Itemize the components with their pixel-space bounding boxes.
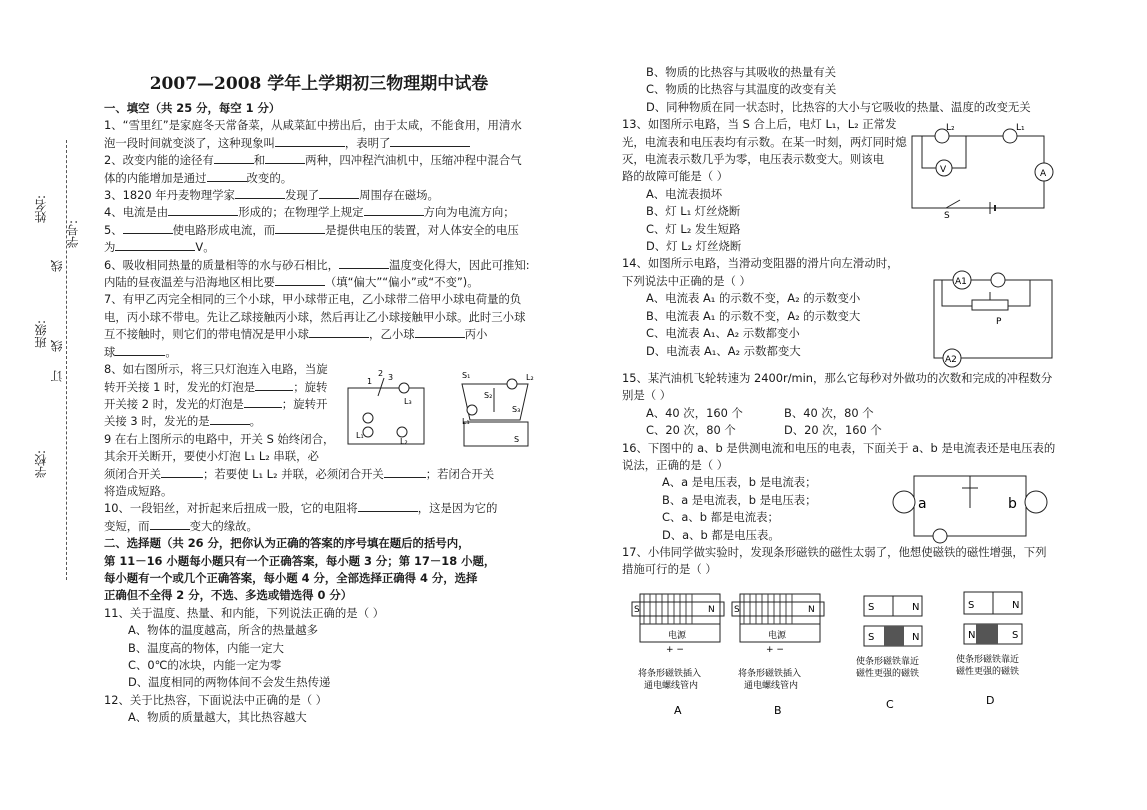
- pole-label: N: [968, 630, 976, 641]
- option-a[interactable]: A、电流表 A₁ 的示数不变，A₂ 的示数变小: [646, 291, 861, 306]
- answer-blank[interactable]: [115, 344, 165, 356]
- question-line: 泡一段时间就变淡了，这种现象叫 ，表明了: [104, 135, 534, 152]
- option-a[interactable]: A、40 次，160 个: [646, 405, 743, 420]
- pole-n: N: [708, 605, 715, 615]
- question-stem: 路的故障可能是（ ）: [622, 169, 729, 184]
- option-row: [622, 405, 1060, 422]
- fig-label: L₂: [946, 123, 955, 133]
- section-heading: 二、选择题（共 26 分，把你认为正确的答案的序号填在题后的括号内，: [104, 536, 470, 551]
- pole-label: N: [912, 632, 920, 643]
- circuit-figure-q16: [892, 468, 1048, 546]
- question-line: 5、 使电路形成电流，而 是提供电压的装置，对人体安全的电压: [104, 222, 519, 237]
- fig-label: A: [1040, 169, 1047, 179]
- caption: 通电螺线管内: [644, 681, 699, 691]
- question-line: 8、如右图所示，将三只灯泡连入电路，当旋: [104, 362, 328, 377]
- question-stem: 15、某汽油机飞轮转速为 2400r/min，那么它每秒对外做功的次数和完成的冲程数分: [622, 370, 1053, 385]
- option-c[interactable]: C、电流表 A₁、A₂ 示数都变小: [646, 326, 800, 341]
- question-line: 为 V。: [104, 240, 215, 255]
- question-stem: 11、关于温度、热量、和内能，下列说法正确的是（ ）: [104, 605, 385, 620]
- magnet-figures-q17: [630, 584, 1050, 724]
- fig-label: 2: [378, 369, 384, 378]
- number-label: 学号:: [66, 220, 80, 249]
- question-line: 2、改变内能的途径有 和 两种，四冲程汽油机中，压缩冲程中混合气: [104, 153, 522, 168]
- panel-b: [732, 594, 824, 717]
- option-d[interactable]: D、电流表 A₁、A₂ 示数都变大: [646, 343, 801, 358]
- option-b[interactable]: B、物质的比热容与其吸收的热量有关: [646, 65, 837, 79]
- question-line: 4、电流是由 形成的；在物理学上规定 方向为电流方向；: [104, 205, 515, 220]
- circuit-figure-q8: [342, 366, 432, 448]
- answer-blank[interactable]: [214, 152, 254, 164]
- panel-letter: C: [886, 698, 894, 711]
- answer-blank[interactable]: [275, 274, 325, 286]
- option-d[interactable]: D、同种物质在同一状态时，比热容的大小与它吸收的热量、温度的改变无关: [646, 99, 1031, 114]
- fig-label: L₁: [462, 417, 470, 426]
- question-line: 3、1820 年丹麦物理学家 发现了 周围存在磁场。: [104, 188, 439, 203]
- option-c[interactable]: C、20 次，80 个: [646, 423, 736, 438]
- option-c[interactable]: C、物质的比热容与其温度的改变有关: [646, 82, 837, 97]
- fig-label: L₁: [356, 431, 364, 440]
- option-d[interactable]: D、灯 L₂ 灯丝烧断: [646, 239, 742, 254]
- fig-label: L₃: [404, 397, 412, 406]
- answer-blank[interactable]: [319, 187, 359, 199]
- answer-blank[interactable]: [265, 152, 305, 164]
- circuit-figure-q9: [450, 366, 542, 452]
- caption: 磁性更强的磁铁: [856, 669, 920, 679]
- answer-blank[interactable]: [358, 500, 418, 512]
- section-heading: 第 11－16 小题每小题只有一个正确答案，每小题 3 分；第 17－18 小题，: [104, 553, 496, 568]
- question-stem: 措施可行的是（ ）: [622, 562, 717, 577]
- question-line: 7、有甲乙丙完全相同的三个小球，甲小球带正电，乙小球带二倍甲小球电荷量的负: [104, 292, 522, 307]
- pole-label: N: [1012, 600, 1020, 611]
- fig-label: S₂: [484, 391, 493, 400]
- polarity: + −: [666, 645, 684, 655]
- pole-label: S: [868, 602, 875, 613]
- exam-title: 2007—2008 学年上学期初三物理期中试卷: [149, 74, 489, 94]
- margin-mark: 线: [50, 340, 64, 352]
- answer-blank[interactable]: [415, 326, 465, 338]
- question-stem: 16、下图中的 a、b 是供测电流和电压的电表，下面关于 a、b 是电流表还是电压表的: [622, 440, 1056, 455]
- option-c[interactable]: C、a、b 都是电流表；: [662, 510, 779, 525]
- power-label: 电源: [768, 631, 787, 641]
- fig-label: L₂: [526, 373, 534, 382]
- question-line: 开关接 2 时，发光的灯泡是 ；旋转开: [104, 396, 328, 411]
- fig-label: L₁: [1016, 123, 1025, 133]
- option-a[interactable]: A、物质的质量越大，其比热容越大: [128, 710, 307, 725]
- caption: 将条形磁铁插入: [738, 669, 802, 679]
- circuit-wire: [934, 280, 1052, 358]
- pole-label: S: [968, 600, 975, 611]
- binding-margin: [30, 150, 90, 570]
- polarity: + −: [766, 645, 784, 655]
- answer-blank[interactable]: [207, 170, 247, 182]
- option-b[interactable]: B、电流表 A₁ 的示数不变，A₂ 的示数变大: [646, 308, 861, 323]
- question-line: 将造成短路。: [104, 483, 173, 498]
- answer-blank[interactable]: [275, 222, 325, 234]
- option-a[interactable]: A、物体的温度越高，所含的热量越多: [128, 623, 319, 638]
- option-c[interactable]: C、灯 L₂ 发生短路: [646, 221, 741, 236]
- panel-letter: A: [674, 704, 682, 717]
- question-line: 转开关接 1 时，发光的灯泡是 ；旋转: [104, 379, 328, 394]
- question-stem: 14、如图所示电路，当滑动变阻器的滑片向左滑动时，: [622, 256, 899, 271]
- question-line: 10、一段铝丝，对折起来后扭成一股，它的电阻将 ，这是因为它的: [104, 501, 498, 516]
- meter-icon: [893, 491, 915, 513]
- lamp-icon: [991, 273, 1005, 287]
- binding-line: [66, 140, 67, 580]
- name-label: 姓名:: [34, 195, 48, 224]
- answer-blank[interactable]: [364, 204, 424, 216]
- option-b[interactable]: B、40 次，80 个: [784, 405, 874, 420]
- school-label: 学校:: [34, 450, 48, 479]
- option-d[interactable]: D、温度相同的两物体间不会发生热传递: [128, 675, 331, 690]
- question-line: 其余开关断开，要使小灯泡 L₁ L₂ 串联，必: [104, 449, 319, 464]
- magnet-shading: [884, 626, 904, 646]
- answer-blank[interactable]: [210, 413, 250, 425]
- rheostat-icon: [972, 300, 1008, 310]
- option-row: [622, 422, 1060, 439]
- power-label: 电源: [668, 631, 687, 641]
- question-line: 6、吸收相同热量的质量相等的水与砂石相比， 温度变化得大，因此可推知:: [104, 257, 530, 272]
- question-line: 体的内能增加是通过 改变的。: [104, 170, 293, 185]
- margin-mark: 线: [50, 260, 64, 272]
- fig-label: b: [1008, 496, 1017, 512]
- lamp-icon: [507, 379, 517, 389]
- fig-label: S: [944, 211, 950, 221]
- answer-blank[interactable]: [390, 135, 470, 147]
- section-heading: 一、填空（共 25 分，每空 1 分）: [104, 101, 281, 115]
- answer-blank[interactable]: [150, 518, 190, 530]
- caption: 使条形磁铁靠近: [956, 655, 1020, 665]
- answer-blank[interactable]: [309, 326, 369, 338]
- question-stem: 13、如图所示电路，当 S 合上后，电灯 L₁，L₂ 正常发: [622, 117, 897, 132]
- lamp-icon: [363, 427, 373, 437]
- circuit-figure-q13: [906, 118, 1058, 221]
- question-line: 须闭合开关 ；若要使 L₁ L₂ 并联，必须闭合开关 ；若闭合开关: [104, 466, 495, 481]
- answer-blank[interactable]: [168, 204, 238, 216]
- fig-label: S₃: [512, 405, 521, 414]
- pole-label: N: [912, 602, 920, 613]
- question-line: 关接 3 时，发光的是 。: [104, 414, 262, 429]
- answer-blank[interactable]: [235, 187, 285, 199]
- margin-mark: 订: [50, 370, 64, 382]
- option-d[interactable]: D、20 次，160 个: [784, 423, 882, 438]
- question-stem: 别是（ ）: [622, 388, 672, 403]
- question-line: 1、“雪里红”是家庭冬天常备菜，从咸菜缸中捞出后，由于太咸，不能食用，用清水: [104, 118, 522, 133]
- answer-blank[interactable]: [115, 239, 195, 251]
- answer-blank[interactable]: [255, 379, 293, 391]
- question-line: 9 在右上图所示的电路中，开关 S 始终闭合，: [104, 431, 335, 446]
- circuit-figure-q14: [912, 266, 1058, 366]
- question-8: [104, 361, 344, 465]
- option-c[interactable]: C、0℃的冰块，内能一定为零: [128, 658, 282, 672]
- meter-icon: [1025, 491, 1047, 513]
- answer-blank[interactable]: [384, 466, 426, 478]
- fig-label: A2: [945, 355, 957, 365]
- fig-label: S: [514, 435, 520, 444]
- question-stem: 灭，电流表示数几乎为零，电压表示数变大。则该电: [622, 152, 884, 167]
- fig-label: L₂: [400, 437, 408, 446]
- option-b[interactable]: B、灯 L₁ 灯丝烧断: [646, 204, 741, 219]
- caption: 使条形磁铁靠近: [856, 657, 920, 667]
- lamp-icon: [467, 405, 477, 415]
- panel-d: [956, 592, 1022, 707]
- option-b[interactable]: B、温度高的物体，内能一定大: [128, 640, 284, 655]
- class-label: 班级:: [34, 320, 48, 349]
- lamp-icon: [397, 427, 407, 437]
- switch-arm: [378, 378, 384, 396]
- fig-label: 3: [388, 373, 394, 382]
- section-heading: 每小题有一个或几个正确答案，每小题 4 分，全部选择正确得 4 分，选择: [104, 570, 478, 585]
- question-stem: 12、关于比热容，下面说法中正确的是（ ）: [104, 692, 328, 707]
- panel-letter: D: [986, 694, 995, 707]
- section-heading: 正确但不全得 2 分，不选、多选或错选得 0 分）: [104, 588, 353, 603]
- pole-s: S: [634, 605, 640, 615]
- question-line: 电，丙小球不带电。先让乙球接触丙小球，然后再让乙小球接触甲小球。此时三小球: [104, 309, 526, 324]
- answer-blank[interactable]: [339, 257, 389, 269]
- lamp-icon: [933, 529, 947, 543]
- pole-n: N: [808, 605, 815, 615]
- answer-blank[interactable]: [161, 466, 203, 478]
- pole-label: S: [1012, 630, 1019, 641]
- question-line: 互不接触时，则它们的带电情况是甲小球 ，乙小球 丙小: [104, 327, 488, 342]
- question-line: 球 。: [104, 344, 177, 359]
- fig-label: V: [940, 165, 947, 175]
- panel-c: [856, 596, 922, 711]
- switch-arm: [946, 200, 960, 208]
- option-b[interactable]: B、a 是电流表，b 是电压表；: [662, 492, 817, 507]
- answer-blank[interactable]: [123, 222, 173, 234]
- lamp-icon: [363, 413, 373, 423]
- circuit-wire: [912, 136, 1044, 208]
- answer-blank[interactable]: [275, 135, 345, 147]
- caption: 通电螺线管内: [744, 681, 799, 691]
- question-stem: 下列说法中正确的是（ ）: [622, 273, 751, 288]
- question-stem: 17、小伟同学做实验时，发现条形磁铁的磁性太弱了，他想使磁铁的磁性增强，下列: [622, 544, 1047, 559]
- fig-label: a: [918, 496, 927, 512]
- panel-letter: B: [774, 704, 782, 717]
- pole-s: S: [734, 605, 740, 615]
- caption: 磁性更强的磁铁: [956, 667, 1020, 677]
- answer-blank[interactable]: [244, 396, 282, 408]
- panel-a: [632, 594, 724, 717]
- lamp-icon: [1003, 129, 1017, 143]
- option-d[interactable]: D、a、b 都是电压表。: [662, 527, 780, 542]
- question-stem: 光，电流表和电压表均有示数。在某一时刻，两灯同时熄: [622, 134, 907, 149]
- fig-label: S₁: [462, 371, 471, 380]
- fig-label: A1: [955, 277, 967, 287]
- fig-label: 1: [367, 377, 373, 386]
- caption: 将条形磁铁插入: [638, 669, 702, 679]
- option-a[interactable]: A、电流表损坏: [646, 186, 723, 201]
- pole-label: S: [868, 632, 875, 643]
- fig-label: P: [996, 317, 1002, 327]
- question-line: 内陆的昼夜温差与沿海地区相比要 （填“偏大”“偏小”或“不变”)。: [104, 275, 479, 290]
- question-stem: 说法，正确的是（ ）: [622, 457, 729, 472]
- lamp-icon: [399, 383, 409, 393]
- option-a[interactable]: A、a 是电压表，b 是电流表；: [662, 475, 817, 490]
- question-line: 变短，而 变大的缘故。: [104, 518, 258, 533]
- magnet-shading: [976, 624, 998, 644]
